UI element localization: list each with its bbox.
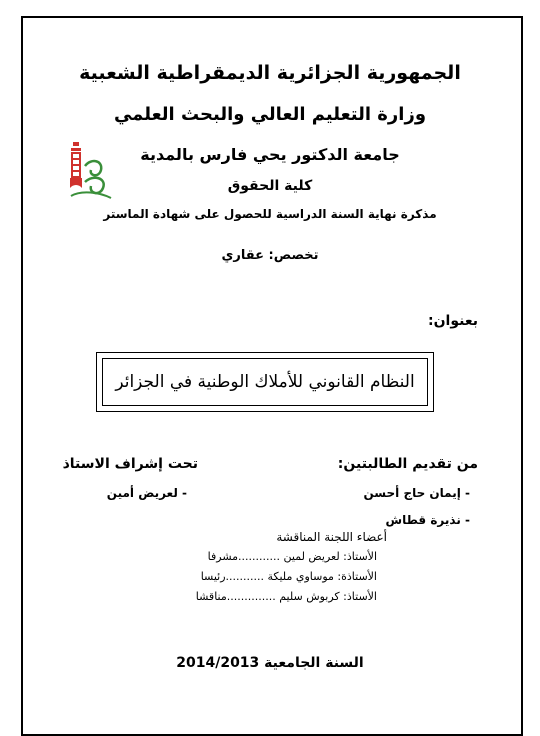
ministry-heading: وزارة التعليم العالي والبحث العلمي [113,104,427,125]
title-label: بعنوان: [428,313,478,329]
university-logo-icon [69,140,115,202]
committee-member-1: الأستاذ: لعريض لمين ............مشرفا [207,550,377,563]
committee-member-3: الأستاذ: كربوش سليم ..............مناقشا [195,590,377,603]
students-heading: من تقديم الطالبتين: [337,456,478,472]
thesis-title-box [96,352,434,412]
supervisor-name: - لعريض أمين [106,486,187,500]
committee-heading: أعضاء اللجنة المناقشة [276,530,387,544]
republic-heading: الجمهورية الجزائرية الديمقراطية الشعبية [79,62,461,84]
university-name: جامعة الدكتور يحي فارس بالمدية [140,145,400,164]
specialty: تخصص: عقاري [221,248,319,263]
supervisor-heading: تحت إشراف الاستاذ [62,456,198,472]
student-name-2: - نذيرة قطاش [385,513,470,527]
committee-member-2: الأستاذة: موساوي مليكة ...........رئيسا [200,570,377,583]
faculty-name: كلية الحقوق [227,178,313,194]
thesis-title: النظام القانوني للأملاك الوطنية في الجزائر [102,358,428,406]
memo-description: مذكرة نهاية السنة الدراسية للحصول على شهادة الماستر [103,207,437,221]
academic-year: السنة الجامعية 2014/2013 [176,655,364,671]
student-name-1: - إيمان حاج أحسن [363,486,470,500]
